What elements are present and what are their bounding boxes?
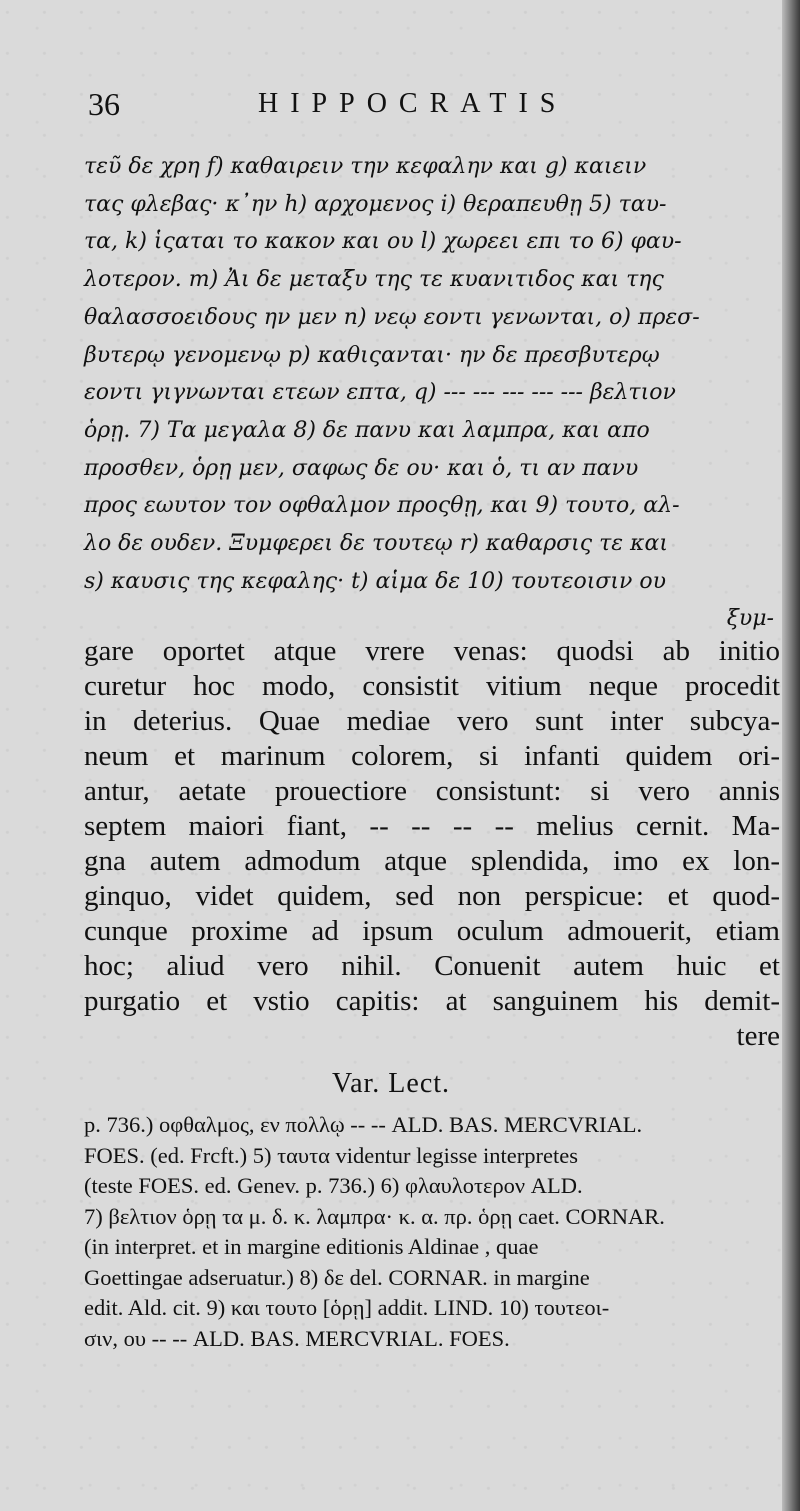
greek-line: λοτερον. m) Ἀι δε μεταξυ της τε κυανιτιδος και της [84, 267, 664, 293]
latin-line: hoc; aliud vero nihil. Conuenit autem huic et [84, 950, 780, 982]
latin-line: cunque proxime ad ipsum oculum admouerit, etiam [84, 915, 780, 947]
greek-line: τας φλεβας· κ᾿ην h) αρχομενος i) θεραπευθῃ 5) ταυ- [84, 191, 667, 217]
latin-catchword: tere [736, 1020, 780, 1052]
note-line: σιν, ου -- -- ALD. BAS. MERCVRIAL. FOES. [84, 1325, 510, 1351]
greek-line: τεῦ δε χρη f) καθαιρειν την κεφαλην και g) καιειν [84, 154, 647, 179]
variant-readings-notes [84, 1110, 780, 1354]
greek-line: προσθεν, ὁρῃ μεν, σαφως δε ου· και ὁ, τι αν πανυ [84, 455, 639, 481]
greek-line: ὁρῃ. 7) Τα μεγαλα 8) δε πανυ και λαμπρα, και απο [84, 417, 650, 443]
page-gutter-shadow [782, 0, 800, 1511]
running-head: HIPPOCRATIS [258, 88, 568, 119]
note-line: FOES. (ed. Frcft.) 5) ταυτα videntur legisse interpretes [84, 1142, 578, 1168]
latin-line: purgatio et vstio capitis: at sanguinem his demit- [84, 985, 780, 1017]
variant-readings-heading: Var. Lect. [331, 1068, 451, 1099]
latin-line: neum et marinum colorem, si infanti quidem ori- [84, 740, 780, 772]
page-number: 36 [88, 86, 120, 122]
note-line: Goettingae adseruatur.) 8) δε del. CORNAR. in margine [84, 1264, 590, 1290]
greek-line: s) καυσις της κεφαλης· t) αἱμα δε 10) τουτεοισιν ου [84, 568, 667, 594]
note-line: (teste FOES. ed. Genev. p. 736.) 6) φλαυλοτερον ALD. [84, 1173, 583, 1198]
greek-line: εοντι γιγνωνται ετεων επτα, q) --- --- --- --- --- βελτιον [84, 380, 676, 406]
note-line: edit. Ald. cit. 9) και τουτο [ὁρῃ] addit. LIND. 10) τουτεοι- [84, 1295, 610, 1320]
note-line: p. 736.) οφθαλμος, εν πολλῳ -- -- ALD. BAS. MERCVRIAL. [84, 1112, 643, 1137]
greek-catchword: ξυμ- [726, 606, 774, 632]
latin-line: antur, aetate prouectiore consistunt: si vero annis [84, 775, 780, 807]
latin-line: curetur hoc modo, consistit vitium neque procedit [84, 670, 780, 702]
greek-line: θαλασσοειδους ην μεν n) νεῳ εοντι γενωνται, o) πρεσ- [84, 304, 700, 330]
greek-line: προς εωυτον τον οφθαλμον προςθῃ, και 9) τουτο, αλ- [84, 493, 680, 519]
greek-line: λο δε ουδεν. Ξυμφερει δε τουτεῳ r) καθαρσις τε και [84, 531, 668, 557]
page-header [88, 86, 608, 126]
latin-line: ginquo, videt quidem, sed non perspicue: et quod- [84, 880, 780, 912]
note-line: 7) βελτιον ὁρῃ τα μ. δ. κ. λαμπρα· κ. α. πρ. ὁρῃ caet. CORNAR. [84, 1203, 665, 1229]
latin-line: gare oportet atque vrere venas: quodsi ab initio [84, 635, 780, 667]
latin-translation-block [84, 634, 780, 1054]
latin-line: gna autem admodum atque splendida, imo ex lon- [84, 845, 780, 877]
greek-line: τα, k) ἱςαται το κακον και ου l) χωρεει επι το 6) φαυ- [84, 229, 682, 255]
latin-line: septem maiori fiant, -- -- -- -- melius cernit. Ma- [84, 810, 780, 842]
latin-line: in deterius. Quae mediae vero sunt inter subcya- [84, 705, 780, 737]
note-line: (in interpret. et in margine editionis Aldinae , quae [84, 1234, 539, 1259]
greek-line: βυτερῳ γενομενῳ p) καθιςανται· ην δε πρεσβυτερῳ [84, 342, 660, 368]
greek-text-block [84, 148, 774, 638]
